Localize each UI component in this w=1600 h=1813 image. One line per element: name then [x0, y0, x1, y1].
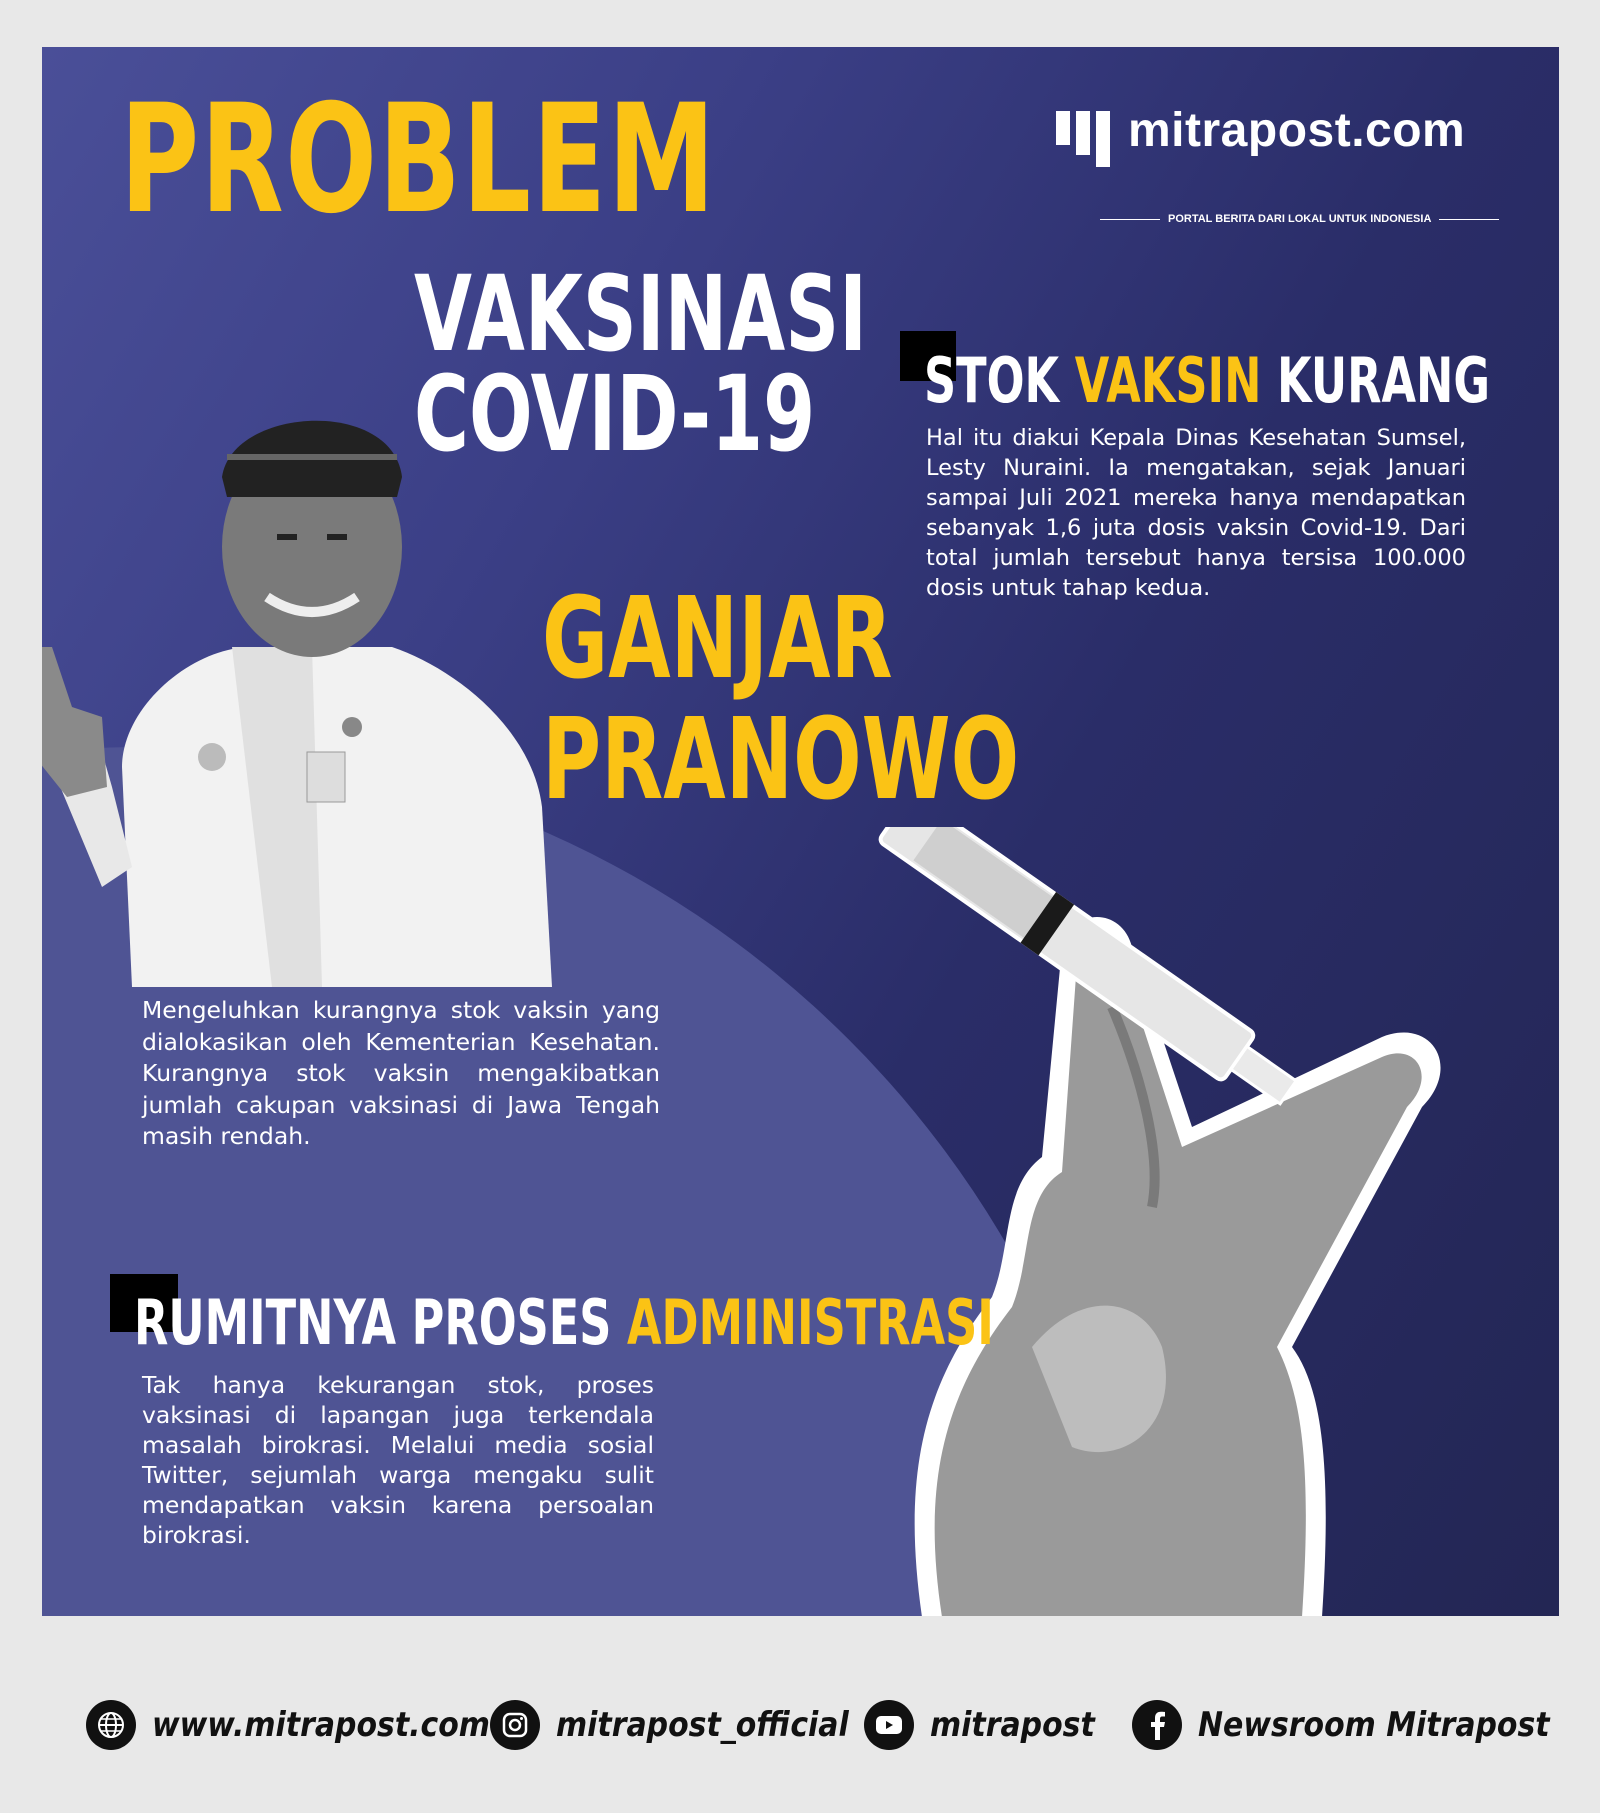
footer-website-text: www.mitrapost.com [152, 1705, 490, 1745]
footer-youtube-text: mitrapost [930, 1705, 1095, 1745]
admin-title [134, 1286, 994, 1359]
headline-problem: PROBLEM [120, 73, 717, 247]
infographic-panel [42, 47, 1559, 1616]
ganjar-body: Mengeluhkan kurangnya stok vaksin yang dialokasikan oleh Kementerian Kesehatan. Kurangnya stok vaksin mengakibatkan jumlah cakupan vaksinasi di Jawa Tengah masih rendah. [142, 996, 660, 1150]
footer-website-link[interactable] [86, 1700, 536, 1750]
stok-title-part1: STOK [924, 344, 1060, 417]
brand-logo [1056, 103, 1506, 233]
stok-title-part3: KURANG [1277, 344, 1491, 417]
footer-instagram-link[interactable] [490, 1700, 889, 1750]
admin-title-part2: ADMINISTRASI [626, 1286, 994, 1359]
admin-title-part1: RUMITNYA PROSES [134, 1286, 612, 1359]
instagram-icon [490, 1700, 540, 1750]
footer-links [0, 1700, 1600, 1760]
stok-title-part2: VAKSIN [1074, 344, 1262, 417]
youtube-icon [864, 1700, 914, 1750]
person-name [542, 574, 1020, 825]
headline-covid: COVID-19 [414, 352, 816, 475]
portrait-photo [42, 347, 572, 997]
syringe-hand-photo [862, 827, 1542, 1616]
globe-icon [86, 1700, 136, 1750]
admin-body: Tak hanya kekurangan stok, proses vaksinasi di lapangan juga terkendala masalah birokrasi. Melalui media sosial Twitter, sejumlah warga mengaku sulit mendapatkan vaksin karena persoalan birokrasi. [142, 1371, 654, 1549]
facebook-icon [1132, 1700, 1182, 1750]
footer-facebook-link[interactable] [1132, 1700, 1598, 1750]
headline-vaksinasi: VAKSINASI [414, 253, 868, 375]
brand-name: mitrapost.com [1128, 104, 1466, 157]
person-name-first: GANJAR [542, 574, 893, 704]
person-name-last: PRANOWO [542, 694, 1020, 825]
stok-title [924, 344, 1491, 417]
footer-facebook-text: Newsroom Mitrapost [1198, 1705, 1550, 1745]
footer-youtube-link[interactable] [864, 1700, 1117, 1750]
brand-tagline: PORTAL BERITA DARI LOKAL UNTUK INDONESIA [1092, 213, 1502, 225]
footer-instagram-text: mitrapost_official [556, 1705, 849, 1745]
stok-body: Hal itu diakui Kepala Dinas Kesehatan Sumsel, Lesty Nuraini. Ia mengatakan, sejak Januari sampai Juli 2021 mereka hanya mendapatkan sebanyak 1,6 juta dosis vaksin Covid-19. Dari total jumlah tersebut hanya tersisa 100.000 dosis untuk tahap kedua. [926, 425, 1466, 601]
